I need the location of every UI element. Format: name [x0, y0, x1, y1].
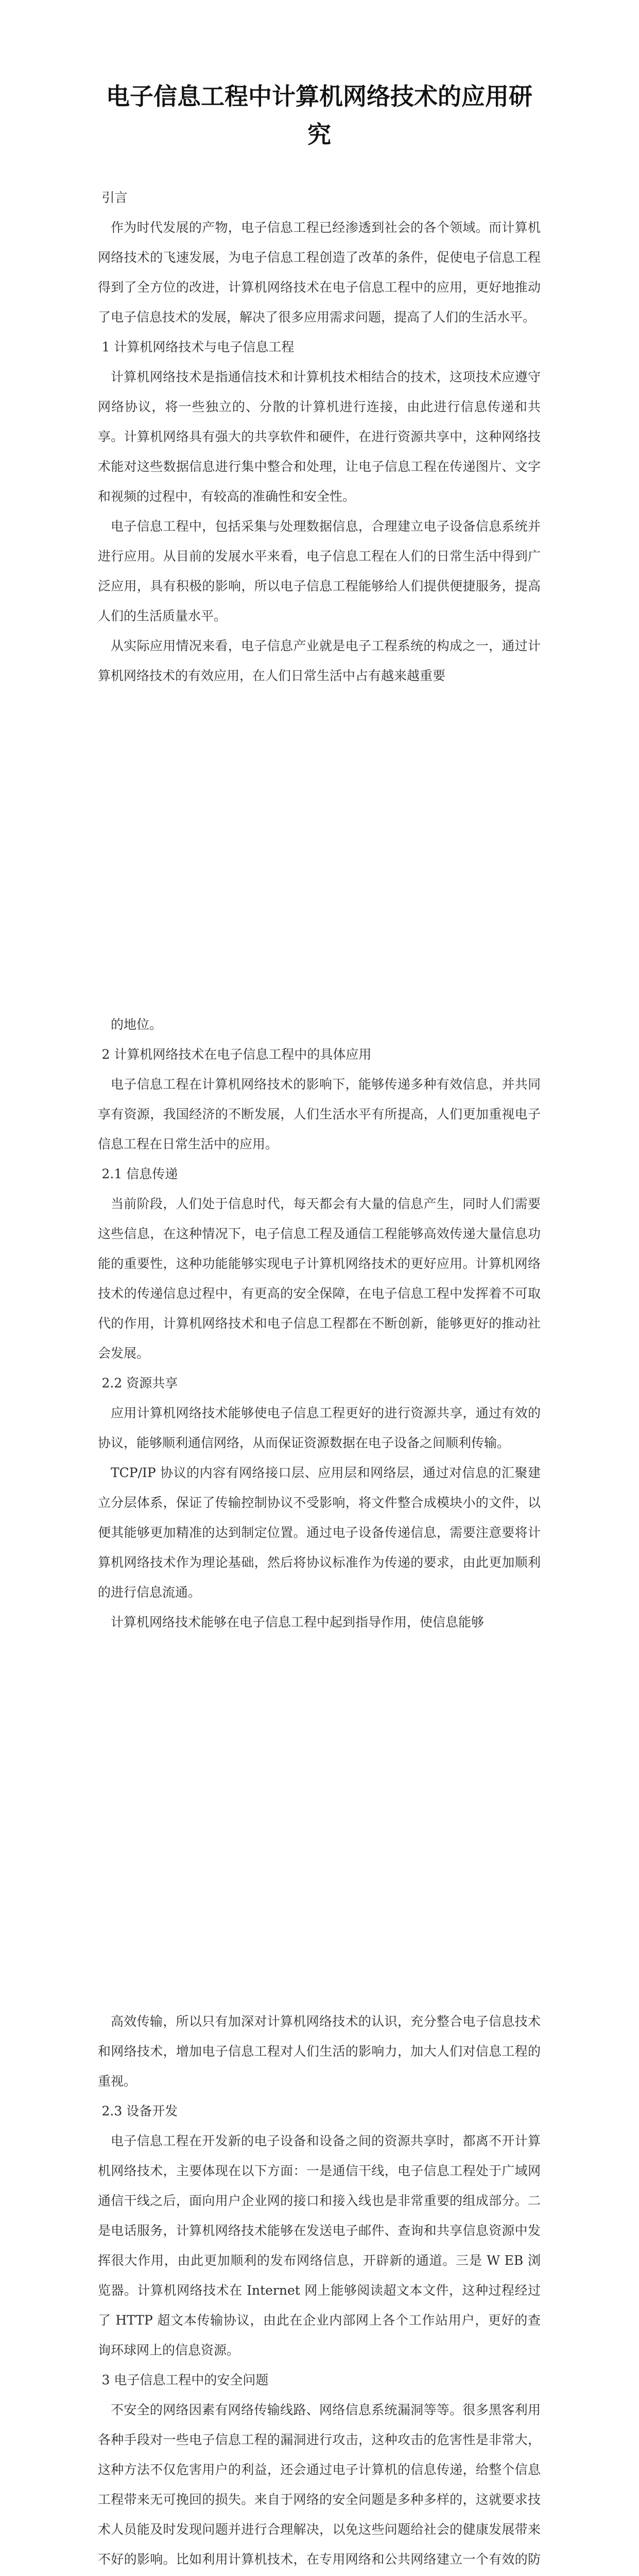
section-heading: 3 电子信息工程中的安全问题 [101, 2372, 269, 2387]
section-heading: 1 计算机网络技术与电子信息工程 [101, 340, 295, 354]
paragraph: 计算机网络技术能够在电子信息工程中起到指导作用，使信息能够 [111, 1615, 485, 1630]
paragraph: 高效传输，所以只有加深对计算机网络技术的认识，充分整合电子信息技术和网络技术，增加电子信息工程对人们生活的影响力，加大人们对信息工程的重视。 [98, 2014, 541, 2089]
page-title: 电子信息工程中计算机网络技术的应用研究 [106, 82, 532, 148]
paragraph: 当前阶段，人们处于信息时代，每天都会有大量的信息产生，同时人们需要这些信息，在这种情况下，电子信息工程及通信工程能够高效传递大量信息功能的重要性，这种功能能够实现电子计算机网络技术的更好应用。计算机网络技术的传递信息过程中，有更高的安全保障，在电子信息工程中发挥着不可取代的作用，计算机网络技术和电子信息工程都在不断创新，能够更好的推动社会发展。 [98, 1196, 541, 1361]
content-block-2 [98, 1010, 541, 1637]
section-heading: 2 计算机网络技术在电子信息工程中的具体应用 [101, 1047, 372, 1062]
paragraph: 计算机网络技术是指通信技术和计算机技术相结合的技术，这项技术应遵守网络协议，将一些独立的、分散的计算机进行连接，由此进行信息传递和共享。计算机网络具有强大的共享软件和硬件，在进行资源共享中，这种网络技术能对这些数据信息进行集中整合和处理，让电子信息工程在传递图片、文字和视频的过程中，有较高的准确性和安全性。 [98, 369, 541, 504]
content-block-3 [98, 2007, 541, 2576]
paragraph: 电子信息工程中，包括采集与处理数据信息，合理建立电子设备信息系统并进行应用。从目前的发展水平来看，电子信息工程在人们的日常生活中得到广泛应用，具有积极的影响，所以电子信息工程能够给人们提供便捷服务，提高人们的生活质量水平。 [98, 519, 541, 623]
content-block-1 [98, 183, 541, 691]
paragraph: TCP/IP 协议的内容有网络接口层、应用层和网络层，通过对信息的汇聚建立分层体系，保证了传输控制协议不受影响，将文件整合成模块小的文件，以便其能够更加精准的达到制定位置。通过电子设备传递信息，需要注意要将计算机网络技术作为理论基础，然后将协议标准作为传递的要求，由此更加顺利的进行信息流通。 [98, 1465, 541, 1600]
section-heading: 2.3 设备开发 [101, 2104, 178, 2119]
section-heading: 2.2 资源共享 [101, 1376, 178, 1391]
paragraph: 应用计算机网络技术能够使电子信息工程更好的进行资源共享，通过有效的协议，能够顺利通信网络，从而保证资源数据在电子设备之间顺利传输。 [98, 1405, 541, 1450]
paragraph: 的地位。 [111, 1017, 163, 1032]
section-heading: 引言 [101, 190, 128, 205]
paragraph: 作为时代发展的产物，电子信息工程已经渗透到社会的各个领域。而计算机网络技术的飞速发展，为电子信息工程创造了改革的条件，促使电子信息工程得到了全方位的改进，计算机网络技术在电子信息工程中的应用，更好地推动了电子信息技术的发展，解决了很多应用需求问题，提高了人们的生活水平。 [98, 220, 541, 325]
paragraph: 不安全的网络因素有网络传输线路、网络信息系统漏洞等等。很多黑客利用各种手段对一些电子信息工程的漏洞进行攻击，这种攻击的危害性是非常大，这种方法不仅危害用户的利益，还会通过电子计算机的信息传递，给整个信息工程带来无可挽回的损失。来自于网络的安全问题是多种多样的，这就要求技术人员能及时发现问题并进行合理解决，以免这些问题给社会的健康发展带来不好的影响。比如利用计算机技术，在专用网络和公共网络建立一个有效的防 [98, 2402, 541, 2567]
paragraph: 电子信息工程在开发新的电子设备和设备之间的资源共享时，都离不开计算机网络技术，主要体现在以下方面：一是通信干线，电子信息工程处于广域网通信干线之后，面向用户企业网的接口和接入线也是非常重要的组成部分。二是电话服务，计算机网络技术能够在发送电子邮件、查询和共享信息资源中发挥很大作用，由此更加顺利的发布网络信息，开辟新的通道。三是 W EB 浏览器。计算机网络技术在 Internet 网上能够阅读超文本文件，这种过程经过了 HTTP 超文本传输协议，由此在企业内部网上各个工作站用户，更好的查询环球网上的信息资源。 [98, 2133, 541, 2358]
paragraph: 从实际应用情况来看，电子信息产业就是电子工程系统的构成之一，通过计算机网络技术的有效应用，在人们日常生活中占有越来越重要 [98, 638, 541, 683]
section-heading: 2.1 信息传递 [101, 1166, 178, 1181]
paragraph: 电子信息工程在计算机网络技术的影响下，能够传递多种有效信息，并共同享有资源，我国经济的不断发展，人们生活水平有所提高，人们更加重视电子信息工程在日常生活中的应用。 [98, 1077, 541, 1151]
